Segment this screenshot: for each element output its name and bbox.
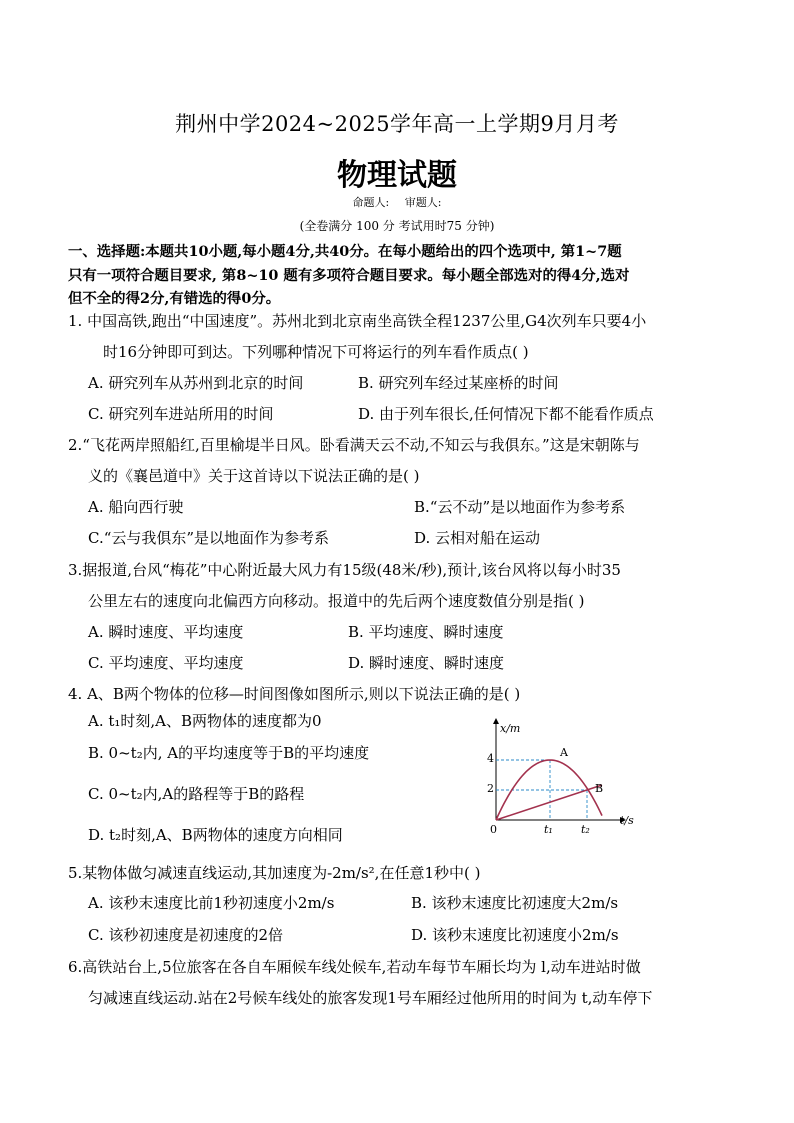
subject-title: 物理试题 — [337, 158, 457, 193]
question-2-option-d: D. 云相对船在运动 — [414, 529, 541, 547]
question-3-option-a: A. 瞬时速度、平均速度 — [88, 623, 244, 641]
y-axis-label: x/m — [500, 722, 521, 735]
question-2-stem: 义的《襄邑道中》关于这首诗以下说法正确的是( ) — [88, 467, 420, 485]
question-6-stem: 6.高铁站台上,5位旅客在各自车厢候车线处候车,若动车每节车厢长均为 l,动车进站时做 — [68, 958, 641, 976]
x-axis-label: t/s — [620, 814, 634, 827]
question-4-option-b: B. 0~t₂内, A的平均速度等于B的平均速度 — [88, 744, 370, 762]
x-tick-t1: t₁ — [544, 823, 553, 836]
xt-graph — [470, 712, 650, 842]
question-2-option-a: A. 船向西行驶 — [88, 498, 184, 516]
question-5-option-d: D. 该秒末速度比初速度小2m/s — [411, 926, 619, 944]
reviewer-label: 审题人: — [404, 196, 442, 209]
question-1-option-a: A. 研究列车从苏州到北京的时间 — [88, 374, 304, 392]
curve-b-label: B — [595, 782, 604, 795]
question-5-stem: 5.某物体做匀减速直线运动,其加速度为-2m/s²,在任意1秒中( ) — [68, 864, 481, 882]
section-heading-line: 但不全的得2分,有错选的得0分。 — [68, 290, 281, 307]
author-label: 命题人: — [352, 196, 390, 209]
question-1-stem: 1. 中国高铁,跑出“中国速度”。苏州北到北京南坐高铁全程1237公里,G4次列车只要4小 — [68, 312, 647, 330]
question-2-stem: 2.“飞花两岸照船红,百里榆堤半日风。卧看满天云不动,不知云与我俱东。”这是宋朝陈与 — [68, 436, 640, 454]
question-3-stem: 3.据报道,台风“梅花”中心附近最大风力有15级(48米/秒),预计,该台风将以每小时35 — [68, 561, 621, 579]
section-heading — [68, 240, 728, 311]
question-2-option-c: C.“云与我俱东”是以地面作为参考系 — [88, 529, 330, 547]
question-6-stem: 匀减速直线运动.站在2号候车线处的旅客发现1号车厢经过他所用的时间为 t,动车停下 — [88, 989, 653, 1007]
question-1-stem: 时16分钟即可到达。下列哪种情况下可将运行的列车看作质点( ) — [103, 343, 529, 361]
question-1-option-c: C. 研究列车进站所用的时间 — [88, 405, 274, 423]
question-1-option-b: B. 研究列车经过某座桥的时间 — [358, 374, 559, 392]
question-4-option-d: D. t₂时刻,A、B两物体的速度方向相同 — [88, 826, 343, 844]
exam-meta: (全卷满分 100 分 考试用时75 分钟) — [299, 219, 495, 233]
section-heading-line: 只有一项符合题目要求, 第8~10 题有多项符合题目要求。每小题全部选对的得4分,选对 — [68, 266, 630, 284]
curve-a-label: A — [560, 746, 568, 759]
y-tick-4: 4 — [487, 752, 494, 765]
question-4-option-c: C. 0~t₂内,A的路程等于B的路程 — [88, 785, 305, 803]
author-line — [0, 194, 794, 210]
question-3-stem: 公里左右的速度向北偏西方向移动。报道中的先后两个速度数值分别是指( ) — [88, 592, 585, 610]
section-heading-line: 一、选择题:本题共10小题,每小题4分,共40分。在每小题给出的四个选项中, 第1~7题 — [68, 243, 622, 260]
question-3-option-b: B. 平均速度、瞬时速度 — [348, 623, 504, 641]
question-5-option-c: C. 该秒初速度是初速度的2倍 — [88, 926, 284, 944]
question-4-option-a: A. t₁时刻,A、B两物体的速度都为0 — [88, 712, 322, 730]
question-2-option-b: B.“云不动”是以地面作为参考系 — [414, 498, 626, 516]
guide-lines — [496, 760, 587, 820]
question-3-option-d: D. 瞬时速度、瞬时速度 — [348, 654, 505, 672]
question-5-option-a: A. 该秒末速度比前1秒初速度小2m/s — [88, 894, 335, 912]
question-5-option-b: B. 该秒末速度比初速度大2m/s — [411, 894, 619, 912]
question-3-option-c: C. 平均速度、平均速度 — [88, 654, 244, 672]
origin-label: 0 — [490, 823, 497, 836]
x-tick-t2: t₂ — [581, 823, 590, 836]
exam-title: 荆州中学2024~2025学年高一上学期9月月考 — [175, 112, 619, 136]
question-1-option-d: D. 由于列车很长,任何情况下都不能看作质点 — [358, 405, 654, 423]
question-4-stem: 4. A、B两个物体的位移—时间图像如图所示,则以下说法正确的是( ) — [68, 685, 521, 703]
y-axis-arrow — [493, 718, 499, 724]
y-tick-2: 2 — [487, 782, 494, 795]
